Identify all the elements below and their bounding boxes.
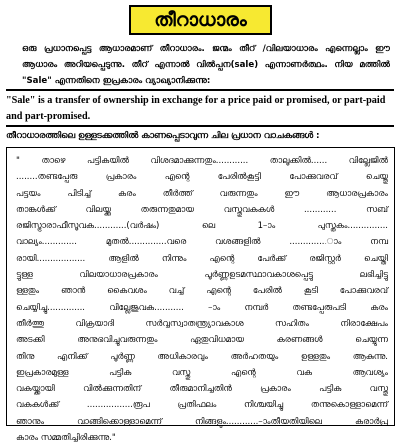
- sale-definition: "Sale" is a transfer of ownership in exchange for a price paid or promised, or part-paid and part-promised.: [6, 95, 386, 122]
- page-title: തീറാധാരം: [154, 8, 247, 31]
- deed-line: പട്ടയം പിടിച്ച് കരം തീർത്ത് വരുന്നതും ഈ ആധാരപ്രകാരം: [16, 188, 388, 199]
- deed-line: തീർത്തു വിക്രയാദി സർവ്വസ്വാതന്ത്ര്യാവകാശ സഹിതം നിരാക്ഷേപം: [16, 318, 388, 329]
- deed-line: ള്ളതും ഞാൻ കൈവശം വച്ച് എന്റെ പേരിൽ കൂടി പോക്കുവരവ്: [16, 286, 388, 297]
- deed-line: രജിസ്ട്രാരാഫീസൂവക............(വർഷം) ലെ 1–ാം പുസ്തകം...............: [16, 221, 388, 232]
- deed-line: വകയ്ക്കായി വിൽക്കുന്നതിന് തീരുമാനിച്ചതിൻ പ്രകാരം പട്ടിക വസ്തു: [16, 384, 388, 395]
- deed-line: ഇപ്രകാരമുള്ള പട്ടിക വസ്തു എന്റെ വക ആവശ്യം: [16, 367, 388, 378]
- deed-line: ട്ടുള്ള വിലയാധാരപ്രകാരം പൂർണ്ണഉടമസ്ഥാവകാശപ്പെട്ടു ലഭിച്ചിട്ടു: [16, 270, 388, 281]
- deed-line: കാരം സമ്മതിച്ചിരിക്കുന്നു.": [16, 433, 116, 444]
- title-banner: [129, 5, 272, 35]
- section-heading: തീറാധാരത്തിലെ ഉള്ളടക്കത്തിൽ കാണപ്പെടാവുന്ന ചില പ്രധാന വാചകങ്ങൾ :: [6, 131, 320, 141]
- deed-line: ചെയ്യിച്ചു.............. വില്ലേജുവക........... –ാം നമ്പർ തണ്ടപ്പേരുപടി കരം: [16, 302, 388, 313]
- intro-paragraph: ഒരു പ്രധാനപ്പെട്ട ആധാരമാണ് തീറാധാരം. ജന്മം തീറ് /വിലയാധാരം എന്നെല്ലാം ഈ ആധാരം അറിയപ്പെടുന്നു. തീറ് എന്നാൽ വിൽപ്പന(sale) എന്നാണർത്ഥം. നിയ മത്തിൽ "Sale" എന്നതിനെ ഇപ്രകാരം വ്യാഖ്യാനിക്കുന്നു:: [22, 44, 390, 86]
- deed-text-box: [6, 147, 395, 444]
- deed-line: വാല്യം............. മുതൽ..............വരെ വശങ്ങളിൽ ..............ാം നമ്പ: [16, 237, 388, 248]
- deed-line: തിനു എനിക്ക് പൂർണ്ണ അധികാരവും അർഹതയും ഉള്ളതും ആകുന്നു.: [16, 351, 388, 362]
- deed-line: താങ്കൾക്ക് വിലയ്ക്കു തരുന്നതുമായ വസ്തുവകകൾ ............ സബ്: [16, 204, 388, 215]
- deed-line: അടക്കി അനുഭവിച്ചുവരുന്നതും ഏതുവിധമായ കരണങ്ങൾ ചെയ്യുന്ന: [16, 335, 388, 346]
- deed-line: ഞാനും വാങ്ങിക്കൊള്ളാമെന്ന് നിങ്ങളും............–ാംതീയതിയിലെ കരാർപ്ര: [16, 416, 388, 427]
- deed-line: വകകൾക്ക് .................രൂപ പ്രതിഫലം നിശ്ചയിച്ചു തന്നുകൊള്ളാമെന്ന്: [16, 400, 388, 411]
- deed-line: ........തണ്ടപ്പേരു പ്രകാരം എന്റെ പേരിൽകൂട്ടി പോക്കുവരവ് ചെയ്തു: [16, 172, 388, 183]
- divider-middle: [6, 125, 394, 127]
- deed-line: " താഴെ പട്ടികയിൽ വിശദമാക്കുന്നതും............ താലൂക്കിൽ...... വില്ലേജിൽ: [16, 156, 388, 166]
- divider-top: [6, 89, 394, 91]
- deed-line: രായി.................. ആളിൽ നിന്നും എന്റെ പേർക്ക് രജിസ്റ്റർ ചെയ്തി: [16, 253, 388, 264]
